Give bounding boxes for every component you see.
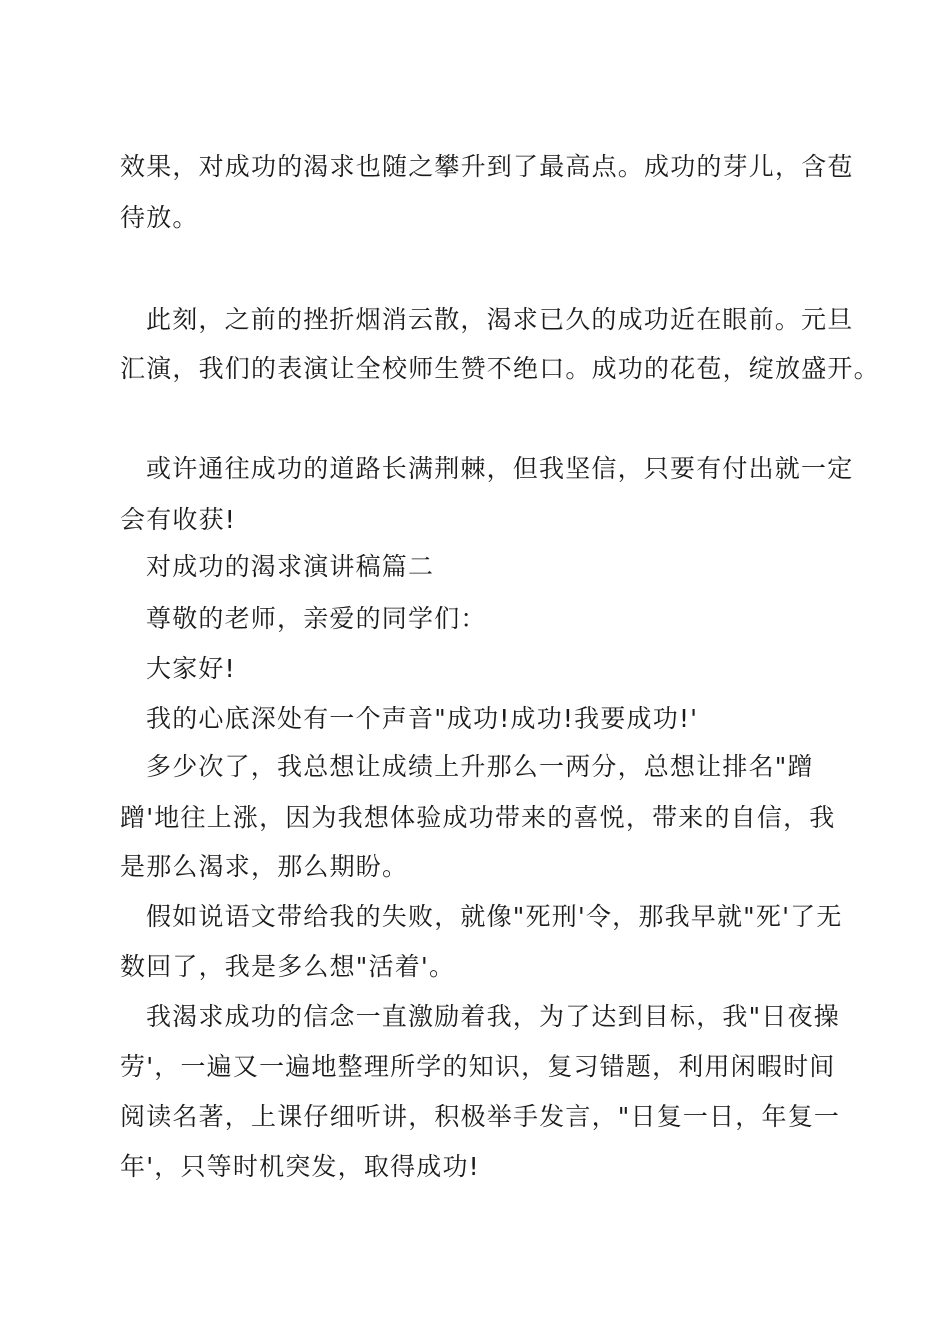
text-line: 待放。 — [120, 203, 199, 232]
text-line: 汇演，我们的表演让全校师生赞不绝口。成功的花苞，绽放盛开。 — [120, 354, 880, 383]
text-line: 蹭'地往上涨，因为我想体验成功带来的喜悦，带来的自信，我 — [120, 803, 836, 832]
text-line: 尊敬的老师，亲爱的同学们： — [146, 604, 487, 633]
text-line: 数回了，我是多么想"活着'。 — [120, 952, 456, 981]
text-line: 阅读名著，上课仔细听讲，积极举手发言，"日复一日，年复一 — [120, 1102, 841, 1131]
text-line: 是那么渴求，那么期盼。 — [120, 852, 409, 881]
section-heading: 对成功的渴求演讲稿篇二 — [146, 552, 435, 581]
text-line: 假如说语文带给我的失败，就像"死刑'令，那我早就"死'了无 — [146, 902, 843, 931]
text-line: 我的心底深处有一个声音"成功!成功!我要成功!' — [146, 704, 699, 733]
text-line: 年'，只等时机突发，取得成功! — [120, 1152, 480, 1181]
text-line: 会有收获! — [120, 505, 237, 534]
text-line: 劳'，一遍又一遍地整理所学的知识，复习错题，利用闲暇时间 — [120, 1052, 836, 1081]
text-line: 此刻，之前的挫折烟消云散，渴求已久的成功近在眼前。元旦 — [146, 305, 854, 334]
text-line: 多少次了，我总想让成绩上升那么一两分，总想让排名"蹭 — [146, 752, 814, 781]
text-line: 效果，对成功的渴求也随之攀升到了最高点。成功的芽儿，含苞 — [120, 152, 854, 181]
text-line: 我渴求成功的信念一直激励着我，为了达到目标，我"日夜操 — [146, 1002, 840, 1031]
text-line: 大家好! — [146, 654, 236, 683]
text-line: 或许通往成功的道路长满荆棘，但我坚信，只要有付出就一定 — [146, 454, 854, 483]
